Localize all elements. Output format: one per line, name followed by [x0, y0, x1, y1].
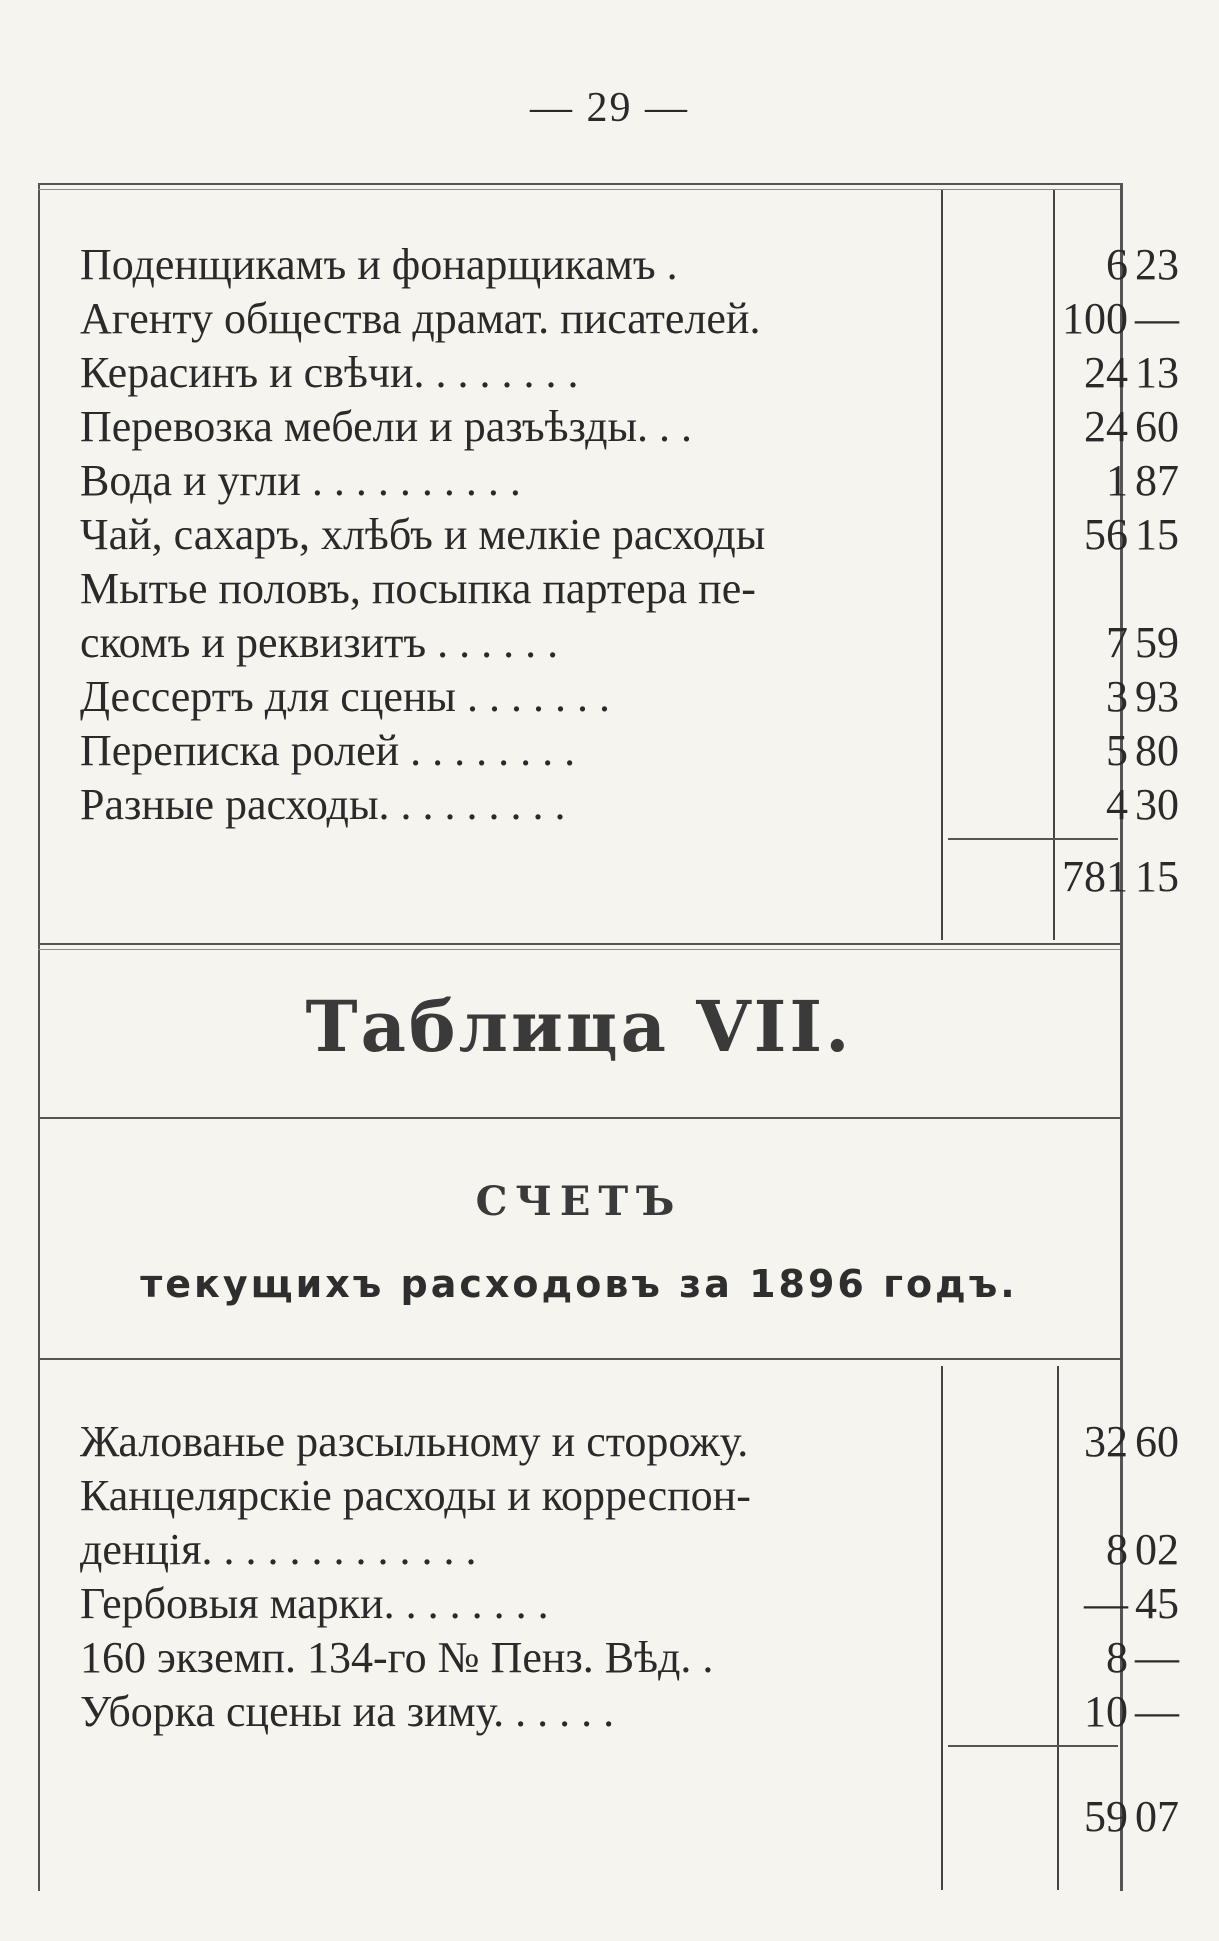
expense-row — [80, 778, 1179, 832]
row-label: Керасинъ и свѣчи. . . . . . . . — [80, 348, 579, 397]
expense-row — [80, 508, 1179, 562]
row-label: Дессертъ для сцены . . . . . . . — [80, 672, 610, 721]
section-divider — [38, 943, 1120, 945]
row-rubles: 3 — [1106, 672, 1128, 721]
row-rubles: 24 — [1084, 348, 1128, 397]
row-rubles: 1 — [1106, 456, 1128, 505]
row-rubles: 100 — [1062, 294, 1128, 343]
total-rule — [948, 838, 1118, 840]
row-kopecks: 60 — [1135, 1417, 1179, 1466]
row-label: Канцелярскіе расходы и корреспон- — [80, 1471, 751, 1520]
row-kopecks: — — [1135, 1687, 1179, 1736]
row-rubles: 6 — [1106, 240, 1128, 289]
row-rubles: — — [1084, 1579, 1128, 1628]
title-divider — [38, 1117, 1120, 1119]
account-subheading: текущихъ расходовъ за 1896 годъ. — [140, 1262, 1018, 1306]
row-label: Вода и угли . . . . . . . . . . — [80, 456, 521, 505]
expense-row — [80, 292, 1179, 346]
row-rubles: 10 — [1084, 1687, 1128, 1736]
row-kopecks: 93 — [1135, 672, 1179, 721]
row-kopecks: — — [1135, 294, 1179, 343]
row-label: Агенту общества драмат. писателей. — [80, 294, 761, 343]
expense-row — [80, 1577, 1179, 1631]
row-kopecks: 60 — [1135, 402, 1179, 451]
expense-row — [80, 1631, 1179, 1685]
row-label: Поденщикамъ и фонарщикамъ . — [80, 240, 678, 289]
row-label: Перевозка мебели и разъѣзды. . . — [80, 402, 693, 451]
row-label: Переписка ролей . . . . . . . . — [80, 726, 576, 775]
row-rubles: 7 — [1106, 618, 1128, 667]
row-rubles: 56 — [1084, 510, 1128, 559]
table-title: Таблица VII. — [305, 985, 853, 1068]
row-kopecks: 80 — [1135, 726, 1179, 775]
expense-row — [80, 238, 1179, 292]
row-kopecks: 30 — [1135, 780, 1179, 829]
row-label: Мытье половъ, посыпка партера пе- — [80, 564, 756, 613]
row-rubles: 24 — [1084, 402, 1128, 451]
row-kopecks: 15 — [1135, 510, 1179, 559]
total-rubles: 59 — [1084, 1792, 1128, 1841]
expense-row — [80, 346, 1179, 400]
row-rubles: 32 — [1084, 1417, 1128, 1466]
total-rule — [948, 1745, 1118, 1747]
total-rubles: 781 — [1062, 852, 1128, 901]
row-rubles: 5 — [1106, 726, 1128, 775]
row-label: скомъ и реквизитъ . . . . . . — [80, 618, 559, 667]
row-label: Уборка сцены иа зиму. . . . . . — [80, 1687, 615, 1736]
row-rubles: 8 — [1106, 1525, 1128, 1574]
expense-row — [80, 1415, 1179, 1469]
total-kopecks: 07 — [1135, 1792, 1179, 1841]
expense-row — [80, 670, 1179, 724]
row-kopecks: 02 — [1135, 1525, 1179, 1574]
row-label: 160 экземп. 134-го № Пенз. Вѣд. . — [80, 1633, 714, 1682]
expense-row — [80, 616, 1179, 670]
row-label: Жалованье разсыльному и сторожу. — [80, 1417, 749, 1466]
row-label: Разные расходы. . . . . . . . . — [80, 780, 566, 829]
row-label: Чай, сахаръ, хлѣбъ и мелкіе расходы — [80, 510, 766, 559]
expense-row — [80, 724, 1179, 778]
expense-row — [80, 454, 1179, 508]
row-label: Гербовыя марки. . . . . . . . — [80, 1579, 549, 1628]
row-kopecks: 59 — [1135, 618, 1179, 667]
row-kopecks: 45 — [1135, 1579, 1179, 1628]
page-number: — 29 — — [530, 85, 689, 131]
expense-row — [80, 1685, 1179, 1739]
row-kopecks: 13 — [1135, 348, 1179, 397]
row-kopecks: — — [1135, 1633, 1179, 1682]
expense-row — [80, 1523, 1179, 1577]
total-row — [80, 1790, 1179, 1844]
row-label: денція. . . . . . . . . . . . . — [80, 1525, 477, 1574]
expense-row — [80, 400, 1179, 454]
row-kopecks: 23 — [1135, 240, 1179, 289]
header-divider — [38, 1358, 1120, 1360]
row-rubles: 4 — [1106, 780, 1128, 829]
row-kopecks: 87 — [1135, 456, 1179, 505]
expense-row — [80, 562, 1140, 616]
expense-row — [80, 1469, 1140, 1523]
account-heading: СЧЕТЪ — [475, 1178, 683, 1225]
top-rule — [38, 183, 1120, 185]
total-kopecks: 15 — [1135, 852, 1179, 901]
total-row — [80, 850, 1179, 904]
row-rubles: 8 — [1106, 1633, 1128, 1682]
